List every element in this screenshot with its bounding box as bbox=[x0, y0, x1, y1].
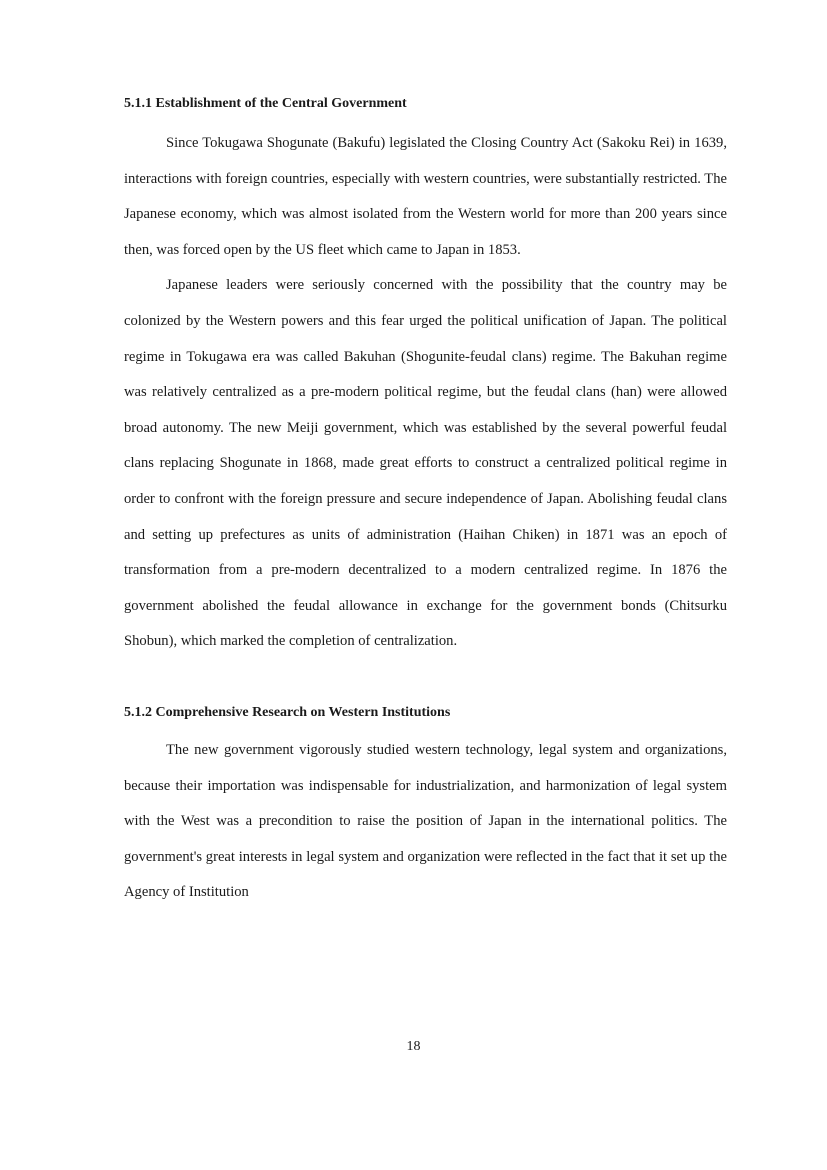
page-content bbox=[124, 90, 727, 911]
section-heading: 5.1.1 Establishment of the Central Government bbox=[124, 96, 407, 111]
paragraph: Japanese leaders were seriously concerned with the possibility that the country may be colonized by the Western powers and this fear urged the political unification of Japan. The political regime in Tokugawa era was called Bakuhan (Shogunite-feudal clans) regime. The Bakuhan regime was relatively centralized as a pre-modern political regime, but the feudal clans (han) were allowed broad autonomy. The new Meiji government, which was established by the several powerful feudal clans replacing Shogunate in 1868, made great efforts to construct a centralized political regime in order to confront with the foreign pressure and secure independence of Japan. Abolishing feudal clans and setting up prefectures as units of administration (Haihan Chiken) in 1871 was an epoch of transformation from a pre-modern decentralized to a modern centralized regime. In 1876 the government abolished the feudal allowance in exchange for the government bonds (Chitsurku Shobun), which marked the completion of centralization. bbox=[124, 277, 727, 650]
paragraph: Since Tokugawa Shogunate (Bakufu) legislated the Closing Country Act (Sakoku Rei) in 1639, interactions with foreign countries, especially with western countries, were substantially restricted. The Japanese economy, which was almost isolated from the Western world for more than 200 years since then, was forced open by the US fleet which came to Japan in 1853. bbox=[124, 135, 727, 258]
section-heading: 5.1.2 Comprehensive Research on Western Institutions bbox=[124, 704, 451, 720]
paragraph: The new government vigorously studied western technology, legal system and organizations, because their importation was indispensable for industrialization, and harmonization of legal system with the West was a precondition to raise the position of Japan in the international politics. The government's great interests in legal system and organization were reflected in the fact that it set up the Agency of Institution bbox=[124, 741, 727, 901]
section-establishment-central-government bbox=[124, 90, 727, 660]
section-research-western-institutions bbox=[124, 699, 727, 911]
page-number: 18 bbox=[406, 1039, 421, 1054]
